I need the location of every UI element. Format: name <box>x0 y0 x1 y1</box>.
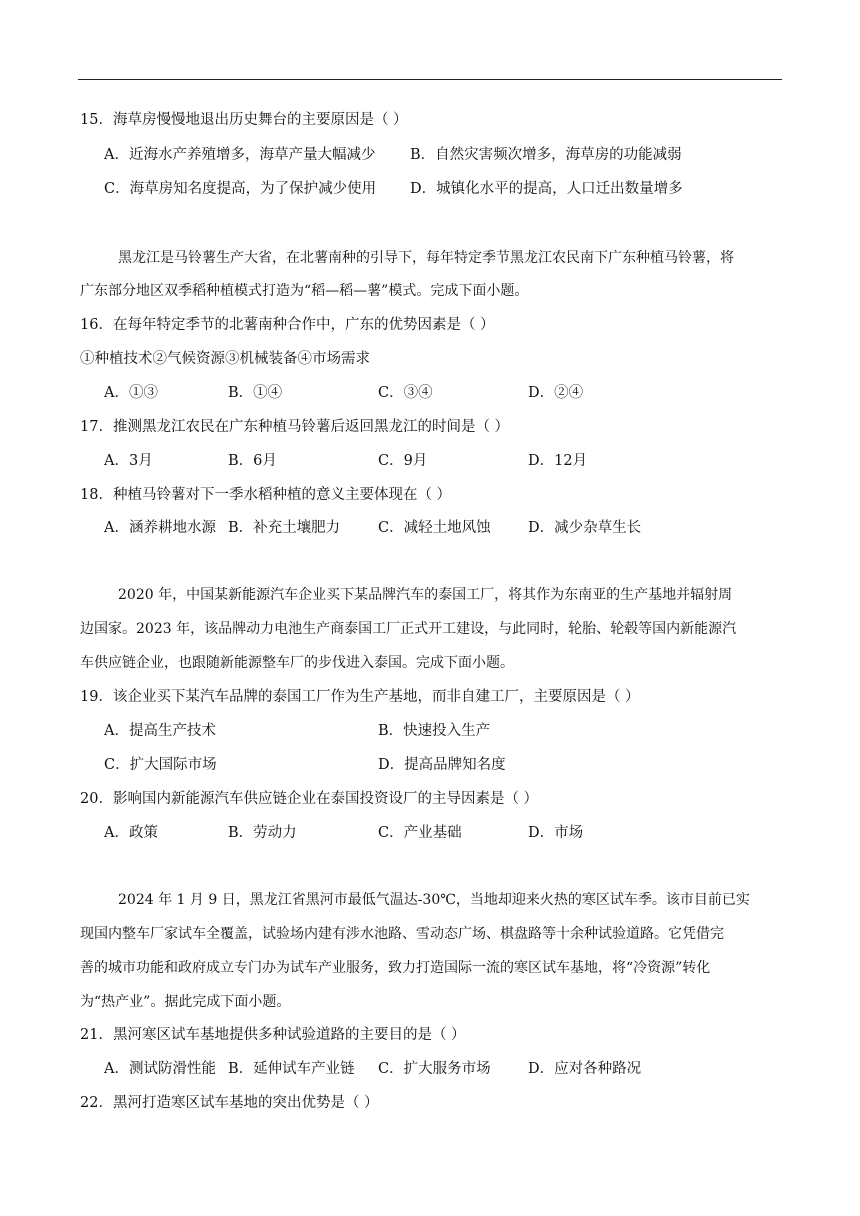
question-17-stem: 17．推测黑龙江农民在广东种植马铃薯后返回黑龙江的时间是（ ） <box>80 419 510 435</box>
question-21-option-b: B．延伸试车产业链 <box>228 1061 355 1077</box>
passage-3-line-1: 2020 年，中国某新能源汽车企业买下某品牌汽车的泰国工厂，将其作为东南亚的生产基地并辐射周 <box>118 587 733 603</box>
question-21-option-c: C．扩大服务市场 <box>378 1061 491 1077</box>
question-16-option-b: B．①④ <box>228 385 283 401</box>
question-20-option-a: A．政策 <box>104 825 158 841</box>
question-17-option-c: C．9月 <box>378 453 428 469</box>
question-15-option-b: B．自然灾害频次增多，海草房的功能减弱 <box>410 147 682 163</box>
question-15-option-a: A．近海水产养殖增多，海草产量大幅减少 <box>104 147 376 163</box>
question-16-option-c: C．③④ <box>378 385 433 401</box>
question-18-option-b: B．补充土壤肥力 <box>228 520 341 536</box>
question-19-option-a: A．提高生产技术 <box>104 723 216 739</box>
passage-2-line-1: 黑龙江是马铃薯生产大省，在北薯南种的引导下，每年特定季节黑龙江农民南下广东种植马铃薯，将 <box>118 250 734 266</box>
question-20-stem: 20．影响国内新能源汽车供应链企业在泰国投资设厂的主导因素是（ ） <box>80 791 539 807</box>
passage-2-line-2: 广东部分地区双季稻种植模式打造为“稻—稻—薯”模式。完成下面小题。 <box>80 283 529 299</box>
question-19-option-c: C．扩大国际市场 <box>104 757 217 773</box>
question-17-option-b: B．6月 <box>228 453 277 469</box>
question-18-option-a: A．涵养耕地水源 <box>104 520 216 536</box>
question-21-stem: 21．黑河寒区试车基地提供多种试验道路的主要目的是（ ） <box>80 1027 466 1043</box>
passage-4-line-3: 善的城市功能和政府成立专门办为试车产业服务，致力打造国际一流的寒区试车基地，将“冷资源”转化 <box>80 960 711 976</box>
passage-4-line-4: 为“热产业”。据此完成下面小题。 <box>80 994 291 1010</box>
passage-3-line-2: 边国家。2023 年，该品牌动力电池生产商泰国工厂正式开工建设，与此同时，轮胎、轮毂等国内新能源汽 <box>80 621 737 637</box>
question-17-option-a: A．3月 <box>104 453 153 469</box>
question-18-stem: 18．种植马铃薯对下一季水稻种植的意义主要体现在（ ） <box>80 487 452 503</box>
passage-3-line-3: 车供应链企业，也跟随新能源整车厂的步伐进入泰国。完成下面小题。 <box>80 655 514 671</box>
question-17-option-d: D．12月 <box>528 453 588 469</box>
question-21-option-d: D．应对各种路况 <box>528 1061 642 1077</box>
question-18-option-c: C．减轻土地风蚀 <box>378 520 491 536</box>
question-18-option-d: D．减少杂草生长 <box>528 520 642 536</box>
question-20-option-c: C．产业基础 <box>378 825 462 841</box>
question-21-option-a: A．测试防滑性能 <box>104 1061 216 1077</box>
question-19-option-d: D．提高品牌知名度 <box>378 757 506 773</box>
question-19-stem: 19．该企业买下某汽车品牌的泰国工厂作为生产基地，而非自建工厂，主要原因是（ ） <box>80 689 640 705</box>
question-16-stem: 16．在每年特定季节的北薯南种合作中，广东的优势因素是（ ） <box>80 317 495 333</box>
question-22-stem: 22．黑河打造寒区试车基地的突出优势是（ ） <box>80 1095 379 1111</box>
question-16-option-a: A．①③ <box>104 385 158 401</box>
question-20-option-b: B．劳动力 <box>228 825 297 841</box>
passage-4-line-1: 2024 年 1 月 9 日，黑龙江省黑河市最低气温达-30℃，当地却迎来火热的寒区试车季。该市目前已实 <box>118 892 750 908</box>
question-19-option-b: B．快速投入生产 <box>378 723 491 739</box>
question-15-option-c: C．海草房知名度提高，为了保护减少使用 <box>104 181 377 197</box>
question-16-items: ①种植技术②气候资源③机械装备④市场需求 <box>80 351 370 367</box>
question-20-option-d: D．市场 <box>528 825 584 841</box>
passage-4-line-2: 现国内整车厂家试车全覆盖，试验场内建有涉水池路、雪动态广场、棋盘路等十余种试验道路。它凭借完 <box>80 926 724 942</box>
question-16-option-d: D．②④ <box>528 385 584 401</box>
header-rule <box>78 79 782 80</box>
question-15-option-d: D．城镇化水平的提高，人口迁出数量增多 <box>410 181 683 197</box>
question-15-stem: 15．海草房慢慢地退出历史舞台的主要原因是（ ） <box>80 112 408 128</box>
